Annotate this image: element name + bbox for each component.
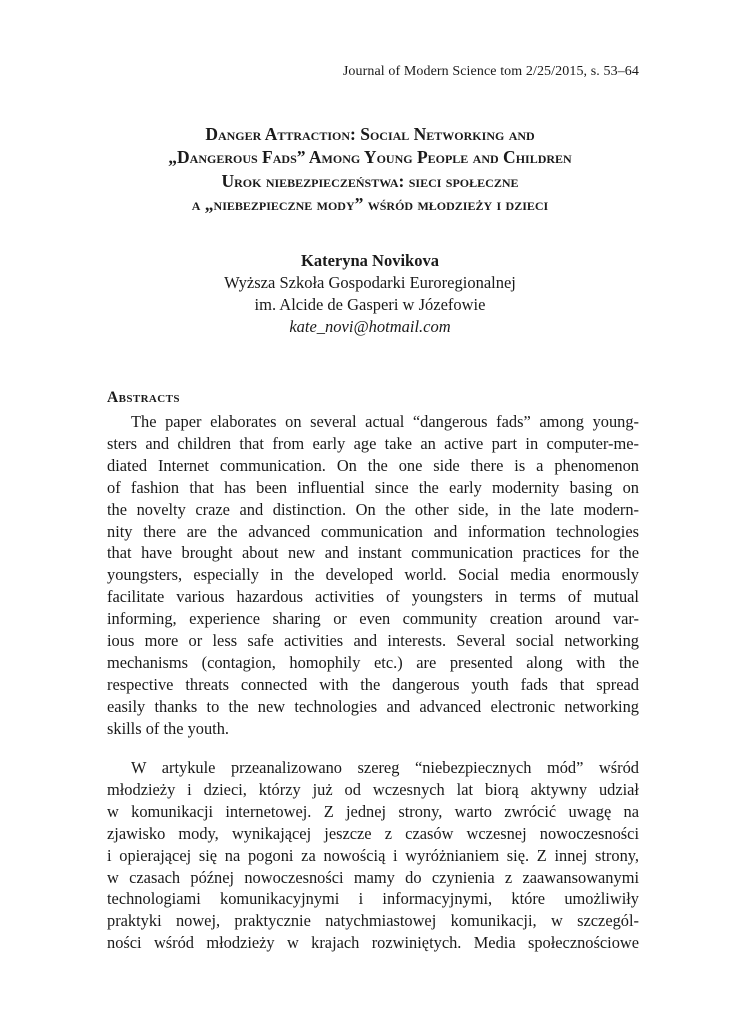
abstract-polish xyxy=(107,757,639,954)
title-english xyxy=(100,123,640,169)
abstract-line: The paper elaborates on several actual “dangerous fads” among young- xyxy=(131,412,639,431)
abstract-line: i opierającej się na pogoni za nowością i wyróżnianiem się. Z innej strony, xyxy=(107,845,639,865)
abstract-english xyxy=(107,411,639,740)
abstract-line: skills of the youth. xyxy=(107,718,230,738)
author-name: Kateryna Novikova xyxy=(301,251,439,270)
title-polish-line-2: a „niebezpieczne mody” wśród młodzieży i dzieci xyxy=(191,194,549,214)
abstract-line: easily thanks to the new technologies and advanced electronic networking xyxy=(107,696,639,716)
abstract-line: zjawisko mody, wynikającej jeszcze z czasów wczesnej nowoczesności xyxy=(107,823,639,843)
abstract-line: w czasach późnej nowoczesności mamy do czynienia z zaawansowanymi xyxy=(107,867,639,887)
abstract-line: praktyki nowej, praktycznie natychmiastowej komunikacji, w szczegól- xyxy=(107,911,639,931)
title-polish xyxy=(100,170,640,216)
abstract-line: młodzieży i dzieci, którzy już od wczesnych lat biorą aktywny udział xyxy=(107,779,639,799)
abstract-line: that have brought about new and instant communication practices for the xyxy=(107,543,639,563)
author-block xyxy=(100,250,640,338)
abstract-line: facilitate various hazardous activities of youngsters in terms of mutual xyxy=(107,587,639,607)
title-english-line-2: „Dangerous Fads” Among Young People and Children xyxy=(168,147,572,167)
abstract-line: nity there are the advanced communication and information technologies xyxy=(107,521,639,541)
author-email[interactable]: kate_novi@hotmail.com xyxy=(289,317,451,336)
abstract-line: W artykule przeanalizowano szereg “niebezpiecznych mód” wśród xyxy=(131,758,639,777)
abstract-line: sters and children that from early age take an active part in computer-me- xyxy=(107,433,639,453)
abstract-line: diated Internet communication. On the one side there is a phenomenon xyxy=(107,455,639,475)
title-block xyxy=(100,123,640,216)
abstract-line: the novelty craze and distinction. On the other side, in the late modern- xyxy=(107,499,639,519)
affiliation-line-1: Wyższa Szkoła Gospodarki Euroregionalnej xyxy=(224,273,516,292)
abstracts-heading: Abstracts xyxy=(107,389,180,406)
abstract-line: ności wśród młodzieży w krajach rozwiniętych. Media społecznościowe xyxy=(107,933,639,953)
affiliation-line-2: im. Alcide de Gasperi w Józefowie xyxy=(254,295,486,314)
abstract-line: respective threats connected with the dangerous youth fads that spread xyxy=(107,674,639,694)
abstract-line: ious more or less safe activities and interests. Several social networking xyxy=(107,631,639,651)
abstract-line: mechanisms (contagion, homophily etc.) are presented along with the xyxy=(107,652,639,672)
title-polish-line-1: Urok niebezpieczeństwa: sieci społeczne xyxy=(221,171,519,191)
title-english-line-1: Danger Attraction: Social Networking and xyxy=(205,124,535,144)
abstract-line: youngsters, especially in the developed world. Social media enormously xyxy=(107,565,639,585)
abstract-line: informing, experience sharing or even community creation around var- xyxy=(107,609,639,629)
abstract-line: of fashion that has been influential since the early modernity basing on xyxy=(107,477,639,497)
abstract-line: w komunikacji internetowej. Z jednej strony, warto zwrócić uwagę na xyxy=(107,801,639,821)
abstract-line: technologiami komunikacyjnymi i informacyjnymi, które umożliwiły xyxy=(107,889,639,909)
journal-reference: Journal of Modern Science tom 2/25/2015, s. 53–64 xyxy=(342,64,639,79)
